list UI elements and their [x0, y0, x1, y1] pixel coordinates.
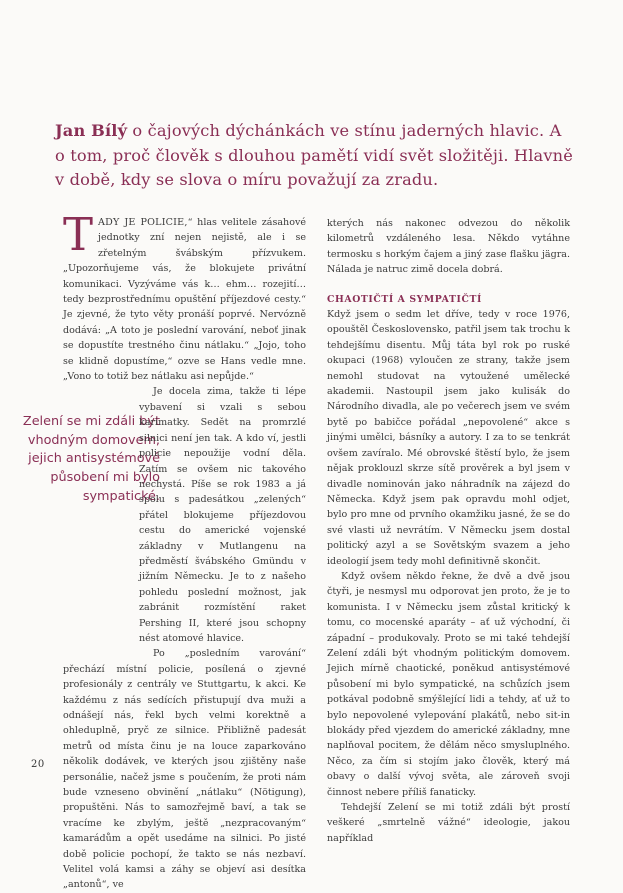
paragraph-6: Tehdejší Zelení se mi totiž zdáli být prostí veškeré „smrtelně vážné“ ideologie, jakou například: [327, 802, 570, 844]
paragraph-5: Když ovšem někdo řekne, že dvě a dvě jsou čtyři, je nesmysl mu odporovat jen proto, že je to komunista. I v Německu jsem zůstal kritický k tomu, co mocenské aparáty – ať už východní, či západní – produkovaly. Proto se mi také tehdejší Zelení zdáli být vhodným politickým domovem. Jejich mírně chaotické, poněkud antisystémové působení mi bylo sympatické, na schůzích jsem potkával podobně smýšlející lidi a tehdy, ať už to bylo nepovolené vylepování plakátů, nebo sit-in blokády před vjezdem do americké základny, mne naplňoval pocitem, že dělám něco smysluplného. Něco, za čím si stojím jako člověk, který má obavy o další vývoj světa, ale zároveň svoji činnost nebere příliš fanaticky.: [327, 570, 570, 798]
page-number: 20: [31, 759, 45, 770]
article-column-right: [327, 216, 570, 846]
article-column-left: [63, 208, 306, 893]
opening-caps: ADY JE POLICIE,: [98, 217, 188, 228]
paragraph-2: Je docela zima, takže ti lépe vybavení si vzali s sebou karimatky. Sedět na promrzlé silnici není jen tak. A kdo ví, jestli policie nepoužije vodní děla. Zatím se ovšem nic takového nechystá. Píše se rok 1983 a já spolu s padesátkou „zelených“ přátel blokujeme příjezdovou cestu do americké vojenské základny v Mutlangenu na předměstí švábského Gmündu v jižním Německu. Je to z našeho pohledu poslední možnost, jak zabránit rozmístění raket Pershing II, které jsou schopny nést atomové hlavice.: [63, 384, 306, 646]
opening-rest: “ hlas velitele zásahové jednotky zní nejen nejistě, ale i se zřetelným švábským přízvukem. „Upozorňujeme vás, že blokujete privátní komunikaci. Vyzýváme vás k… ehm… rozejití… tedy bezprostřednímu opuštění příjezdové cesty.“ Je zjevné, že tyto věty pronáší poprvé. Nervózně dodává: „A toto je poslední varování, neboť jinak se dopustíte trestného činu nátlaku.“ „Jojo, toho se klidně dopustíme,“ ozve se Hans vedle mne. „Vono to totiž bez nátlaku asi nepůjde.“: [63, 217, 306, 383]
section-heading: CHAOTIČTÍ A SYMPATIČTÍ: [327, 293, 482, 305]
paragraph-4: Když jsem o sedm let dříve, tedy v roce 1976, opouštěl Československo, patřil jsem tak trochu k tehdejšímu disentu. Můj táta byl rok po ruské okupaci (1968) vyloučen ze strany, takže jsem nemohl studovat na vytoužené umělecké akademii. Nastoupil jsem jako kulisák do Národního divadla, ale po večerech jsem ve svém bytě po babičce pořádal „nepovolené“ akce s jinými umělci, básníky a autory. I za to se tenkrát ovšem zavíralo. Mé obrovské štěstí bylo, že jsem nějak proklouzl skrze sítě prověrek a byl jsem v divadle nominován jako náhradník na zájezd do Německa. Když jsem pak opravdu mohl odjet, bylo pro mne od prvního okamžiku jasné, že se do své vlasti už nevrátím. V Německu jsem dostal politický azyl a se Sovětským svazem a jeho ideologií jsem tedy mohl definitivně skončit.: [327, 309, 570, 567]
paragraph-3: Po „posledním varování“ přechází místní policie, posílená o zjevné profesionály z centrály ve Stuttgartu, k akci. Ke každému z nás sedících přistupují dva muži a odnášejí nás, řekl bych velmi korektně a ohleduplně, pryč ze silnice. Přibližně padesát metrů od místa činu je na louce zaparkováno několik dodávek, ve kterých jsou zjištěny naše personálie, načež jsme s poučením, že proti nám bude vzneseno obvinění „nátlaku“ (Nötigung), propuštěni. Nás to samozřejmě baví, a tak se vracíme ke zbylým, ještě „nezpracovaným“ kamarádům a opět usedáme na silnici. Po jisté době policie pochopí, že takto se nás nezbaví. Velitel volá kamsi a záhy se objeví asi desítka „antonů“, ve: [63, 648, 306, 891]
pull-quote: Zelení se mi zdáli být vhodným domovem, jejich antisystémové působení mi bylo sympatické.: [22, 414, 160, 504]
lead-paragraph: [55, 119, 575, 193]
opening-paragraph: [63, 208, 306, 384]
pull-quote-gap: [63, 467, 139, 652]
drop-cap: T: [63, 208, 94, 261]
paragraph-3-continued: kterých nás nakonec odvezou do několik kilometrů vzdáleného lesa. Někdo vytáhne termosku s horkým čajem a jiný zase flašku jägra. Nálada je natruc zimě docela dobrá.: [327, 218, 570, 276]
lead-text: o čajových dýchánkách ve stínu jaderných hlavic. A o tom, proč člověk s dlouhou pamětí vidí svět složitěji. Hlavně v době, kdy se slova o míru považují za zradu.: [55, 121, 573, 189]
author-name: Jan Bílý: [55, 121, 128, 140]
